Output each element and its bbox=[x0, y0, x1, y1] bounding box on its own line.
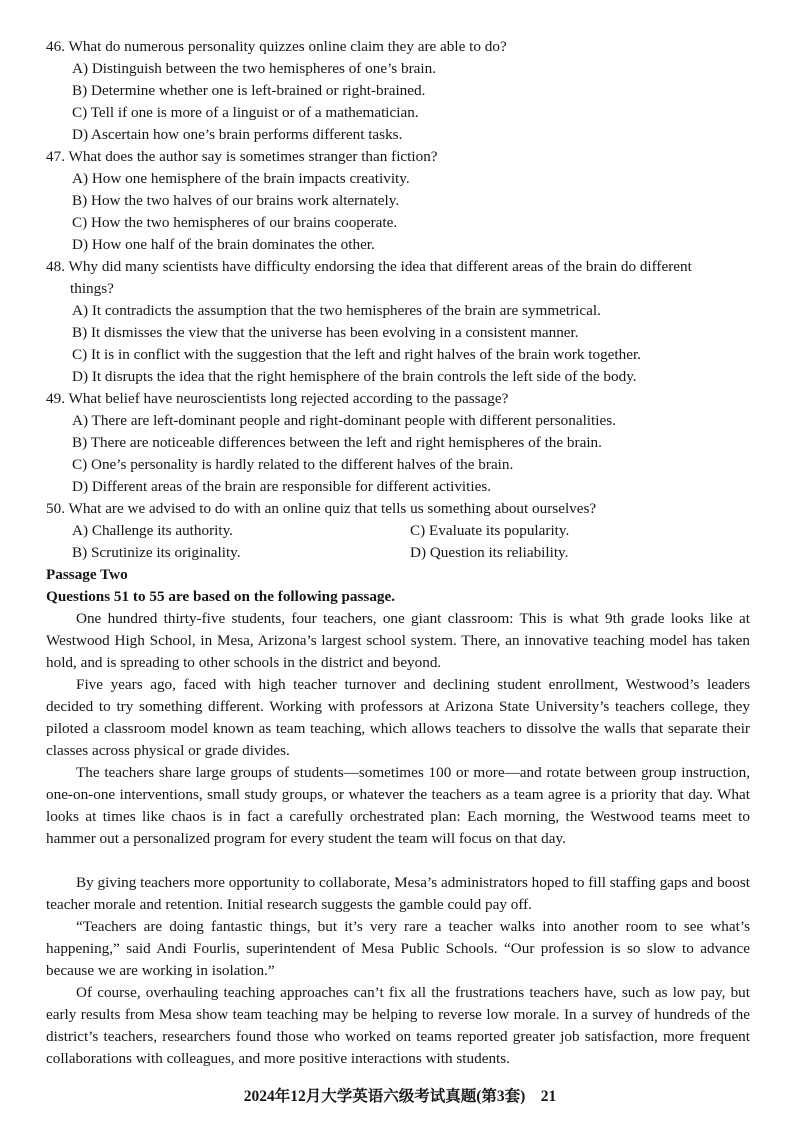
question-48-stem-line1: 48. Why did many scientists have difficulty endorsing the idea that different areas of the brain do different bbox=[46, 258, 692, 275]
question-48-option-b: B) It dismisses the view that the universe has been evolving in a consistent manner. bbox=[72, 324, 579, 341]
page-footer: 2024年12月大学英语六级考试真题(第3套) 21 bbox=[243, 1088, 557, 1105]
passage-heading: Passage Two bbox=[46, 566, 128, 583]
question-46-option-b: B) Determine whether one is left-brained or right-brained. bbox=[72, 82, 426, 99]
passage-subheading: Questions 51 to 55 are based on the following passage. bbox=[46, 588, 396, 605]
question-48-option-d: D) It disrupts the idea that the right hemisphere of the brain controls the left side of the body. bbox=[72, 368, 637, 385]
question-49-option-c: C) One’s personality is hardly related to the different halves of the brain. bbox=[72, 456, 514, 473]
question-49-stem: 49. What belief have neuroscientists long rejected according to the passage? bbox=[46, 390, 509, 407]
passage-paragraph-6: Of course, overhauling teaching approaches can’t fix all the frustrations teachers have, such as low pay, but early results from Mesa show team teaching may be helping to reverse low morale. In a survey of hundreds of the district’s teachers, researchers found those who worked on teams reported greater job satisfaction, more frequent collaborations with colleagues, and more positive interactions with students. bbox=[46, 984, 750, 1067]
question-47-option-a: A) How one hemisphere of the brain impacts creativity. bbox=[72, 170, 410, 187]
passage-paragraph-4: By giving teachers more opportunity to collaborate, Mesa’s administrators hoped to fill staffing gaps and boost teacher morale and retention. Initial research suggests the gamble could pay off. bbox=[46, 874, 750, 913]
question-48-option-c: C) It is in conflict with the suggestion that the left and right halves of the brain work together. bbox=[72, 346, 641, 363]
question-50-option-b: B) Scrutinize its originality. bbox=[72, 544, 241, 561]
question-48-stem-line2: things? bbox=[70, 280, 114, 297]
question-47-option-d: D) How one half of the brain dominates the other. bbox=[72, 236, 375, 253]
passage-paragraph-3: The teachers share large groups of students—sometimes 100 or more—and rotate between group instruction, one-on-one interventions, small study groups, or whatever the teachers as a team agree is a priority that day. What looks at times like chaos is in fact a carefully orchestrated plan: Each morning, the Westwood teams meet to hammer out a personalized program for every student the team will focus on that day. bbox=[46, 764, 750, 847]
question-46-stem: 46. What do numerous personality quizzes online claim they are able to do? bbox=[46, 38, 507, 55]
question-46-option-c: C) Tell if one is more of a linguist or of a mathematician. bbox=[72, 104, 419, 121]
question-49-option-d: D) Different areas of the brain are responsible for different activities. bbox=[72, 478, 492, 495]
passage-paragraph-2: Five years ago, faced with high teacher turnover and declining student enrollment, Westwood’s leaders decided to try something different. Working with professors at Arizona State University’s teachers college, they piloted a classroom model known as team teaching, which allows teachers to dissolve the walls that separate their classes across physical or grade divides. bbox=[46, 676, 750, 759]
question-47-option-b: B) How the two halves of our brains work alternately. bbox=[72, 192, 400, 209]
question-50-option-d: D) Question its reliability. bbox=[410, 544, 569, 561]
question-47-option-c: C) How the two hemispheres of our brains cooperate. bbox=[72, 214, 398, 231]
question-48-option-a: A) It contradicts the assumption that the two hemispheres of the brain are symmetrical. bbox=[72, 302, 601, 319]
question-49-option-b: B) There are noticeable differences between the left and right hemispheres of the brain. bbox=[72, 434, 602, 451]
passage-paragraph-1: One hundred thirty-five students, four teachers, one giant classroom: This is what 9th grade looks like at Westwood High School, in Mesa, Arizona’s largest school system. There, an innovative teaching model has taken hold, and is spreading to other schools in the district and beyond. bbox=[46, 610, 750, 671]
question-50-option-c: C) Evaluate its popularity. bbox=[410, 522, 570, 539]
question-47-stem: 47. What does the author say is sometimes stranger than fiction? bbox=[46, 148, 438, 165]
passage-paragraph-5: “Teachers are doing fantastic things, but it’s very rare a teacher walks into another room to see what’s happening,” said Andi Fourlis, superintendent of Mesa Public Schools. “Our profession is so slow to advance because we are working in isolation.” bbox=[46, 918, 750, 979]
question-49-option-a: A) There are left-dominant people and right-dominant people with different personalities. bbox=[72, 412, 616, 429]
question-46-option-a: A) Distinguish between the two hemispheres of one’s brain. bbox=[72, 60, 437, 77]
question-46-option-d: D) Ascertain how one’s brain performs different tasks. bbox=[72, 126, 403, 143]
question-50-stem: 50. What are we advised to do with an online quiz that tells us something about ourselves? bbox=[46, 500, 597, 517]
question-50-option-a: A) Challenge its authority. bbox=[72, 522, 233, 539]
